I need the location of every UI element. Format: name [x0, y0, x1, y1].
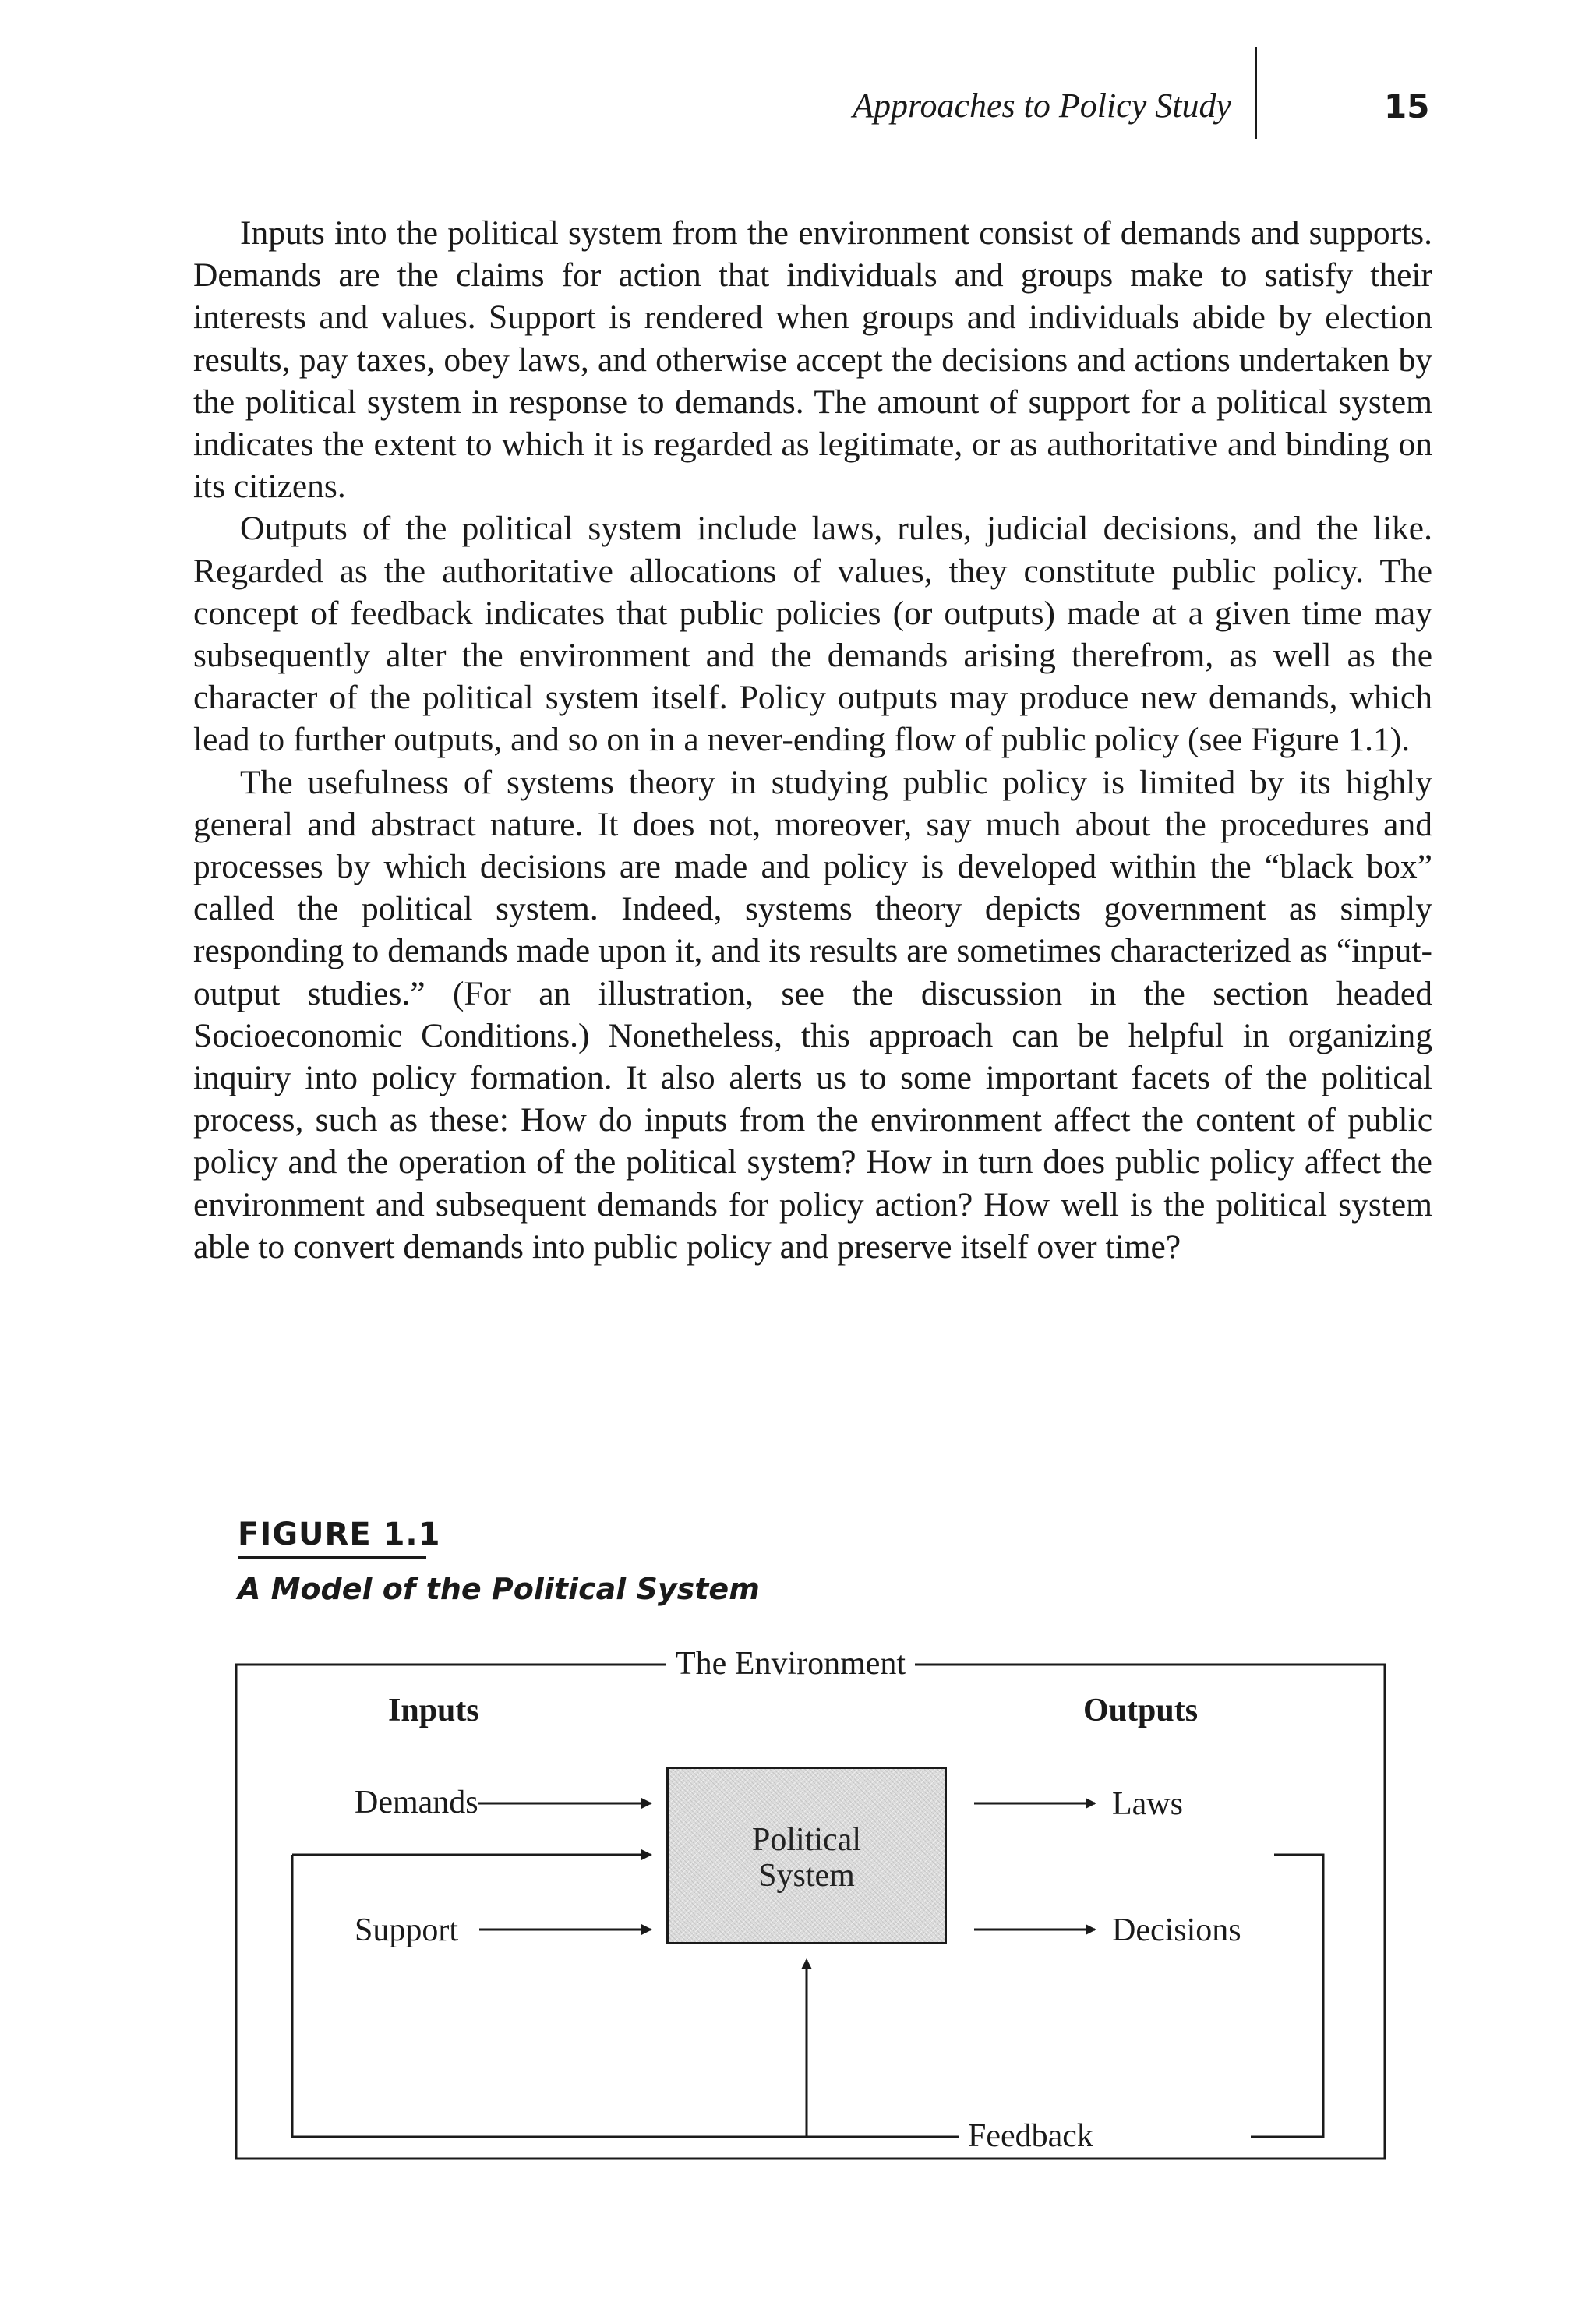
paragraph-usefulness: The usefulness of systems theory in studying public policy is limited by its highly general and abstract nature. It does not, moreover, say much about the procedures and processes by which decisions are made and policy is developed within the “black box” called the political system. Indeed, systems theory depicts government as simply responding to demands made upon it, and its results are sometimes characterized as “input-output studies.” (For an illustration, see the discussion in the section headed Socioeconomic Conditions.) Nonetheless, this approach can be helpful in organizing inquiry into policy formation. It also alerts us to some important facets of the political process, such as these: How do inputs from the environment affect the content of public policy and the operation of the political system? How in turn does public policy affect the environment and subsequent demands for policy action? How well is the political system able to convert demands into public policy and preserve itself over time? [193, 763, 1432, 1266]
support-label: Support [355, 1912, 459, 1948]
inputs-heading: Inputs [388, 1693, 479, 1729]
header-vertical-rule [1255, 47, 1257, 139]
running-header-title: Approaches to Policy Study [853, 87, 1231, 125]
page-number: 15 [1384, 87, 1430, 125]
figure-label-underline [238, 1556, 426, 1559]
paragraph-outputs: Outputs of the political system include laws, rules, judicial decisions, and the like. Regarded as the authoritative allocations of values, they constitute public policy. The concept of feedback indicates that public policies (or outputs) made at a given time may subsequently alter the environment and the demands arising therefrom, as well as the character of the political system itself. Policy outputs may produce new demands, which lead to further outputs, and so on in a never-ending flow of public policy (see Figure 1.1). [193, 510, 1432, 759]
outputs-heading: Outputs [1083, 1693, 1199, 1729]
demands-label: Demands [355, 1785, 478, 1820]
figure-title: A Model of the Political System [238, 1572, 760, 1606]
political-system-label [666, 1822, 947, 1894]
environment-label: The Environment [666, 1644, 915, 1683]
feedback-right-loop [1251, 1855, 1323, 2137]
laws-label: Laws [1112, 1786, 1183, 1822]
decisions-label: Decisions [1112, 1912, 1241, 1948]
system-line-2: System [758, 1858, 855, 1894]
political-system-diagram [226, 1629, 1395, 2166]
body-text [193, 212, 1432, 1268]
system-line-1: Political [752, 1822, 861, 1858]
feedback-label: Feedback [959, 2117, 1103, 2156]
figure-label: FIGURE 1.1 [238, 1517, 441, 1552]
paragraph-inputs: Inputs into the political system from the environment consist of demands and supports. Demands are the claims for action that individuals and groups make to satisfy their interests and values. Support is rendered when groups and individuals abide by election results, pay taxes, obey laws, and otherwise accept the decisions and actions undertaken by the political system in response to demands. The amount of support for a political system indicates the extent to which it is regarded as legitimate, or as authoritative and binding on its citizens. [193, 214, 1432, 506]
